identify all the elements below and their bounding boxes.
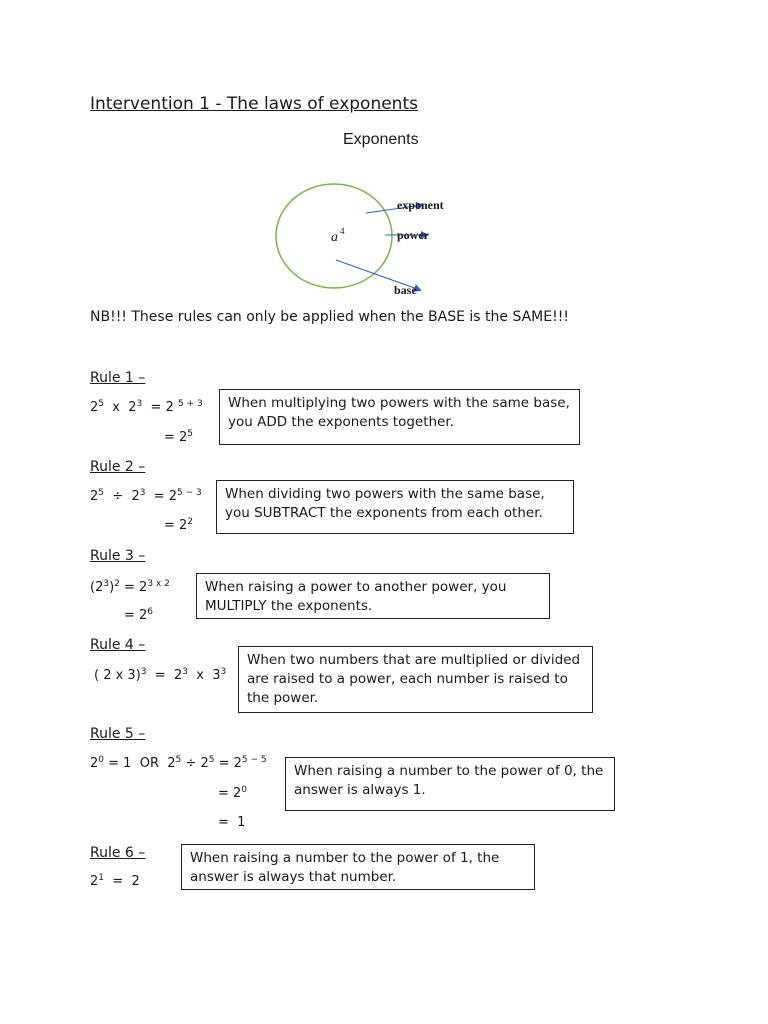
label-base: base bbox=[394, 283, 417, 297]
rule-6-label: Rule 6 – bbox=[90, 845, 146, 861]
rule-3-result: = $2^6$ bbox=[124, 607, 154, 623]
rule-3-label: Rule 3 – bbox=[90, 548, 146, 564]
label-power: power bbox=[397, 228, 429, 242]
section-subtitle: Exponents bbox=[343, 131, 419, 148]
rule-5-result: = $2^0$ bbox=[218, 785, 248, 801]
label-exponent: exponent bbox=[397, 198, 444, 212]
rule-1-result: = $2^5$ bbox=[164, 429, 194, 445]
rule-6-explanation: When raising a number to the power of 1, the answer is always that number. bbox=[181, 844, 535, 890]
rule-1-explanation: When multiplying two powers with the same base, you ADD the exponents together. bbox=[219, 389, 580, 445]
rule-4-label: Rule 4 – bbox=[90, 637, 146, 653]
rule-2-explanation: When dividing two powers with the same base, you SUBTRACT the exponents from each other. bbox=[216, 480, 574, 534]
page-title: Intervention 1 - The laws of exponents bbox=[90, 94, 418, 114]
rule-1-equation: $2^5$ x $2^3 = 2$ $^{5 + 3}$ bbox=[90, 399, 203, 415]
diagram-base-symbol: a bbox=[331, 230, 338, 245]
rule-4-equation: ( 2 x $3)^3 = 2^3$ x $3^3$ bbox=[94, 667, 227, 683]
rule-1-label: Rule 1 – bbox=[90, 370, 146, 386]
rule-3-explanation: When raising a power to another power, you MULTIPLY the exponents. bbox=[196, 573, 550, 619]
diagram-exponent-symbol: 4 bbox=[340, 226, 345, 236]
rule-2-equation: $2^5 \div 2^3 = 2^{5 - 3}$ bbox=[90, 488, 202, 504]
rule-5-explanation: When raising a number to the power of 0, the answer is always 1. bbox=[285, 757, 615, 811]
rule-4-explanation: When two numbers that are multiplied or divided are raised to a power, each number is raised to the power. bbox=[238, 646, 593, 713]
exponent-diagram bbox=[270, 178, 470, 307]
rule-2-result: = $2^2$ bbox=[164, 517, 194, 533]
rule-5-label: Rule 5 – bbox=[90, 726, 146, 742]
nb-note: NB!!! These rules can only be applied when the BASE is the SAME!!! bbox=[90, 309, 569, 325]
rule-6-equation: $2^1 = 2$ bbox=[90, 873, 140, 889]
diagram-graphic bbox=[270, 178, 470, 303]
rule-5-equation: $2^0 = 1$ OR $2^5 \div 2^5 = 2^{5 - 5}$ bbox=[90, 755, 267, 771]
rule-3-equation: $(2^3)^2 = 2^{3 x 2}$ bbox=[90, 579, 170, 595]
rule-5-final: = 1 bbox=[218, 815, 246, 830]
rule-2-label: Rule 2 – bbox=[90, 459, 146, 475]
